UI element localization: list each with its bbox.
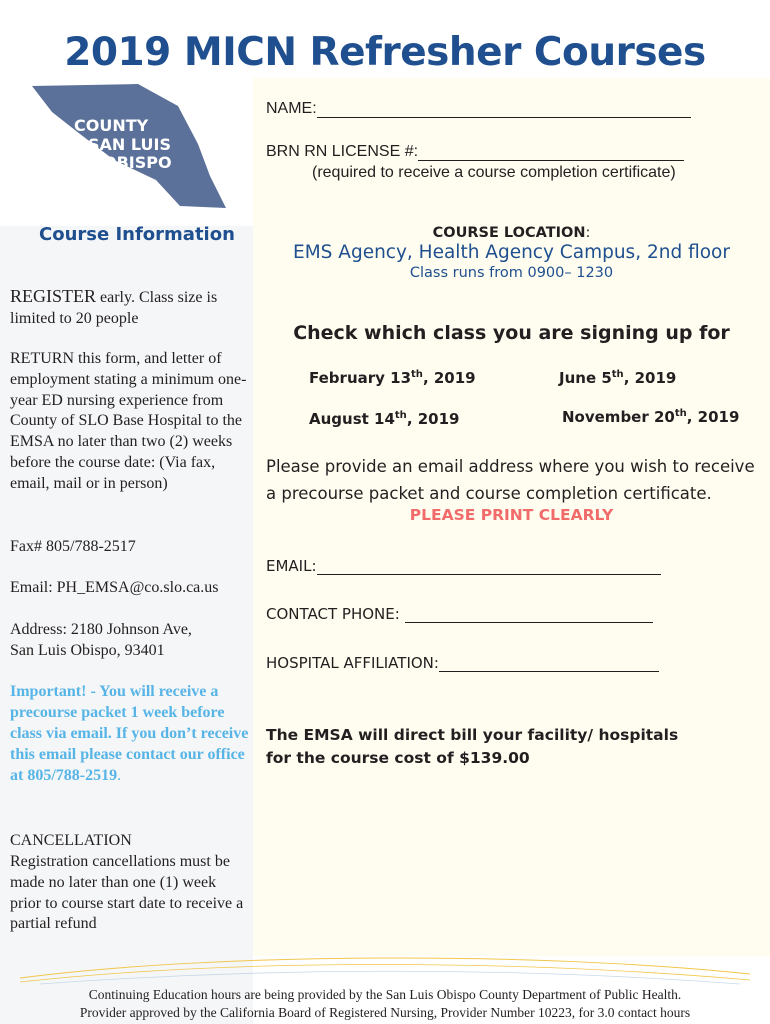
contact-email: Email: PH_EMSA@co.slo.ca.us bbox=[10, 579, 219, 596]
phone-blank[interactable] bbox=[405, 606, 653, 623]
important-text: Important! - You will receive a precourse packet 1 week before class via email. If you don’t receive this email please contact our office at 805/788-2519 bbox=[10, 683, 249, 784]
course-information-heading: Course Information bbox=[39, 224, 235, 245]
email-blank[interactable] bbox=[317, 558, 661, 575]
cancellation-heading: CANCELLATION bbox=[10, 832, 132, 849]
license-label: BRN RN LICENSE #: bbox=[266, 143, 419, 160]
class-option-nov[interactable] bbox=[562, 408, 739, 426]
register-word: REGISTER bbox=[10, 286, 97, 306]
course-location-label: COURSE LOCATION bbox=[432, 225, 586, 241]
class-option-jun[interactable] bbox=[559, 369, 676, 387]
class-selection-heading: Check which class you are signing up for bbox=[293, 322, 730, 344]
logo-line1: COUNTY bbox=[74, 116, 149, 135]
decorative-swoosh bbox=[20, 950, 750, 990]
logo-line3: OBISPO bbox=[103, 153, 172, 172]
class-option-feb-sup: th bbox=[411, 369, 423, 380]
class-option-jun-year: , 2019 bbox=[623, 369, 677, 387]
class-option-jun-date: June 5 bbox=[559, 369, 612, 387]
name-label: NAME: bbox=[266, 100, 317, 117]
license-note: (required to receive a course completion certificate) bbox=[312, 164, 676, 181]
license-field[interactable] bbox=[266, 143, 684, 161]
footer-line2: Provider approved by the California Board of Registered Nursing, Provider Number 10223, for 3.0 contact hours bbox=[79, 1005, 691, 1020]
license-blank[interactable] bbox=[418, 144, 684, 161]
class-option-nov-date: November 20 bbox=[562, 408, 675, 426]
billing-notice: The EMSA will direct bill your facility/ hospitals for the course cost of $139.00 bbox=[266, 726, 679, 767]
register-rest: early. Class size is limited to 20 people bbox=[10, 289, 218, 327]
logo-line2: SAN LUIS bbox=[88, 135, 171, 154]
fax-number: Fax# 805/788-2517 bbox=[10, 538, 136, 555]
hospital-blank[interactable] bbox=[439, 655, 659, 672]
return-paragraph: RETURN this form, and letter of employment stating a minimum one-year ED nursing experience from County of SLO Base Hospital to the EMSA no later than two (2) weeks before the course date: (Via fax, email, mail or in person) bbox=[10, 350, 247, 492]
important-period: . bbox=[117, 767, 122, 784]
page-title: 2019 MICN Refresher Courses bbox=[64, 30, 706, 75]
address-line2: San Luis Obispo, 93401 bbox=[10, 642, 165, 659]
course-location-value: EMS Agency, Health Agency Campus, 2nd floor bbox=[293, 242, 730, 263]
class-option-nov-year: , 2019 bbox=[686, 408, 740, 426]
footer-line1: Continuing Education hours are being provided by the San Luis Obispo County Department of Public Health. bbox=[88, 987, 682, 1002]
cancellation-text: Registration cancellations must be made no later than one (1) week prior to course start date to receive a partial refund bbox=[10, 853, 244, 933]
class-option-nov-sup: th bbox=[674, 408, 687, 419]
class-option-aug-date: August 14 bbox=[309, 410, 395, 428]
register-paragraph bbox=[10, 286, 250, 330]
class-option-feb-date: February 13 bbox=[309, 369, 412, 387]
class-option-aug-year: , 2019 bbox=[406, 410, 460, 428]
swoosh-line-1 bbox=[20, 958, 750, 978]
swoosh-line-3 bbox=[40, 971, 740, 984]
print-clearly-notice: PLEASE PRINT CLEARLY bbox=[409, 506, 614, 524]
hospital-label: HOSPITAL AFFILIATION: bbox=[266, 654, 439, 672]
phone-label: CONTACT PHONE: bbox=[266, 605, 405, 623]
email-field[interactable] bbox=[266, 557, 661, 575]
name-blank[interactable] bbox=[317, 101, 691, 118]
class-time: Class runs from 0900– 1230 bbox=[409, 265, 614, 281]
course-location-colon: : bbox=[585, 225, 591, 241]
name-field[interactable] bbox=[266, 100, 691, 118]
email-label: EMAIL: bbox=[266, 557, 317, 575]
class-option-feb-year: , 2019 bbox=[422, 369, 476, 387]
class-option-aug[interactable] bbox=[309, 410, 459, 428]
email-request-text: Please provide an email address where you wish to receive a precourse packet and course completion certificate. bbox=[266, 457, 755, 503]
logo-of: of bbox=[74, 141, 83, 151]
phone-field[interactable] bbox=[266, 605, 653, 623]
county-logo bbox=[30, 84, 230, 214]
class-option-aug-sup: th bbox=[394, 410, 407, 421]
course-location-heading bbox=[253, 225, 770, 241]
address-line1: Address: 2180 Johnson Ave, bbox=[10, 621, 192, 638]
class-option-jun-sup: th bbox=[611, 369, 624, 380]
class-option-feb[interactable] bbox=[309, 369, 476, 387]
important-notice bbox=[10, 681, 250, 786]
hospital-field[interactable] bbox=[266, 654, 659, 672]
